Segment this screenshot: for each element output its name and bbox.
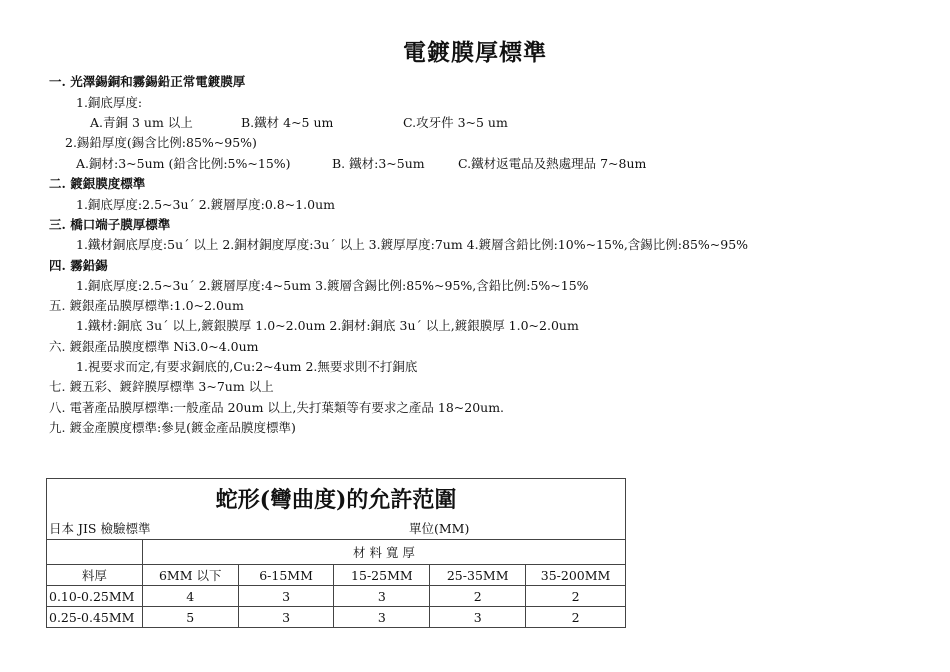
table-cell: 2 bbox=[430, 586, 526, 607]
section-1-item-1: 1.銅底厚度: bbox=[76, 95, 143, 110]
section-1-item-1c: C.攻牙件 3~5 um bbox=[403, 115, 508, 130]
group-header: 材 料 寬 厚 bbox=[142, 540, 625, 565]
section-1-item-2: 2.錫鉛厚度(錫含比例:85%~95%) bbox=[65, 135, 257, 150]
column-header: 15-25MM bbox=[334, 565, 430, 586]
thickness-header: 料厚 bbox=[47, 565, 143, 586]
tolerance-table bbox=[46, 478, 626, 628]
section-5-item: 1.鐵材:銅底 3uˊ 以上,鍍銀膜厚 1.0~2.0um 2.銅材:銅底 3uˊ 以上,鍍銀膜厚 1.0~2.0um bbox=[76, 318, 579, 333]
unit-label: 單位(MM) bbox=[409, 521, 470, 536]
section-4-heading: 四. 霧鉛錫 bbox=[49, 258, 108, 273]
column-header: 6MM 以下 bbox=[142, 565, 238, 586]
table-cell: 4 bbox=[142, 586, 238, 607]
section-1-item-2b: B. 鐵材:3~5um bbox=[332, 156, 425, 171]
section-7-heading: 七. 鍍五彩、鍍鋅膜厚標準 3~7um 以上 bbox=[49, 379, 274, 394]
column-header: 25-35MM bbox=[430, 565, 526, 586]
column-header: 35-200MM bbox=[526, 565, 626, 586]
section-2-heading: 二. 鍍銀膜度標準 bbox=[49, 176, 146, 191]
section-8-heading: 八. 電著產品膜厚標準:一般產品 20um 以上,失打葉類等有要求之產品 18~20um. bbox=[49, 400, 505, 415]
row-label: 0.10-0.25MM bbox=[47, 586, 143, 607]
standard-label: 日本 JIS 檢驗標準 bbox=[49, 521, 151, 536]
section-6-item: 1.視要求而定,有要求銅底的,Cu:2~4um 2.無要求則不打銅底 bbox=[76, 359, 418, 374]
section-1-item-1a: A.青銅 3 um 以上 bbox=[90, 115, 193, 130]
table-cell: 2 bbox=[526, 586, 626, 607]
section-3-item: 1.鐵材銅底厚度:5uˊ 以上 2.銅材銅度厚度:3uˊ 以上 3.鍍厚厚度:7um 4.鍍層含鉛比例:10%~15%,含錫比例:85%~95% bbox=[76, 237, 749, 252]
column-header: 6-15MM bbox=[238, 565, 334, 586]
section-1-item-1b: B.鐵材 4~5 um bbox=[241, 115, 334, 130]
section-6-heading: 六. 鍍銀產品膜度標準 Ni3.0~4.0um bbox=[49, 339, 259, 354]
page-title: 電鍍膜厚標準 bbox=[403, 39, 547, 66]
section-3-heading: 三. 橋口端子膜厚標準 bbox=[49, 217, 171, 232]
table-meta-row bbox=[47, 517, 626, 540]
table-caption: 蛇形(彎曲度)的允許范圍 bbox=[47, 479, 626, 518]
section-1-item-2a: A.銅材:3~5um (鉛含比例:5%~15%) bbox=[76, 156, 291, 171]
table-cell: 3 bbox=[334, 607, 430, 628]
table-row bbox=[47, 607, 626, 628]
table-cell: 2 bbox=[526, 607, 626, 628]
table-cell: 5 bbox=[142, 607, 238, 628]
section-2-item: 1.銅底厚度:2.5~3uˊ 2.鍍層厚度:0.8~1.0um bbox=[76, 197, 335, 212]
table-cell: 3 bbox=[238, 607, 334, 628]
header-blank-cell bbox=[47, 540, 143, 565]
table-cell: 3 bbox=[238, 586, 334, 607]
table-cell: 3 bbox=[430, 607, 526, 628]
section-9-heading: 九. 鍍金產膜度標準:參見(鍍金產品膜度標準) bbox=[49, 420, 296, 435]
row-label: 0.25-0.45MM bbox=[47, 607, 143, 628]
table-row bbox=[47, 586, 626, 607]
table-cell: 3 bbox=[334, 586, 430, 607]
section-1-item-2c: C.鐵材返電品及熱處理品 7~8um bbox=[458, 156, 647, 171]
section-4-item: 1.銅底厚度:2.5~3uˊ 2.鍍層厚度:4~5um 3.鍍層含錫比例:85%~95%,含鉛比例:5%~15% bbox=[76, 278, 589, 293]
section-5-heading: 五. 鍍銀產品膜厚標準:1.0~2.0um bbox=[49, 298, 244, 313]
section-1-heading: 一. 光澤錫銅和霧錫鉛正常電鍍膜厚 bbox=[49, 74, 246, 89]
